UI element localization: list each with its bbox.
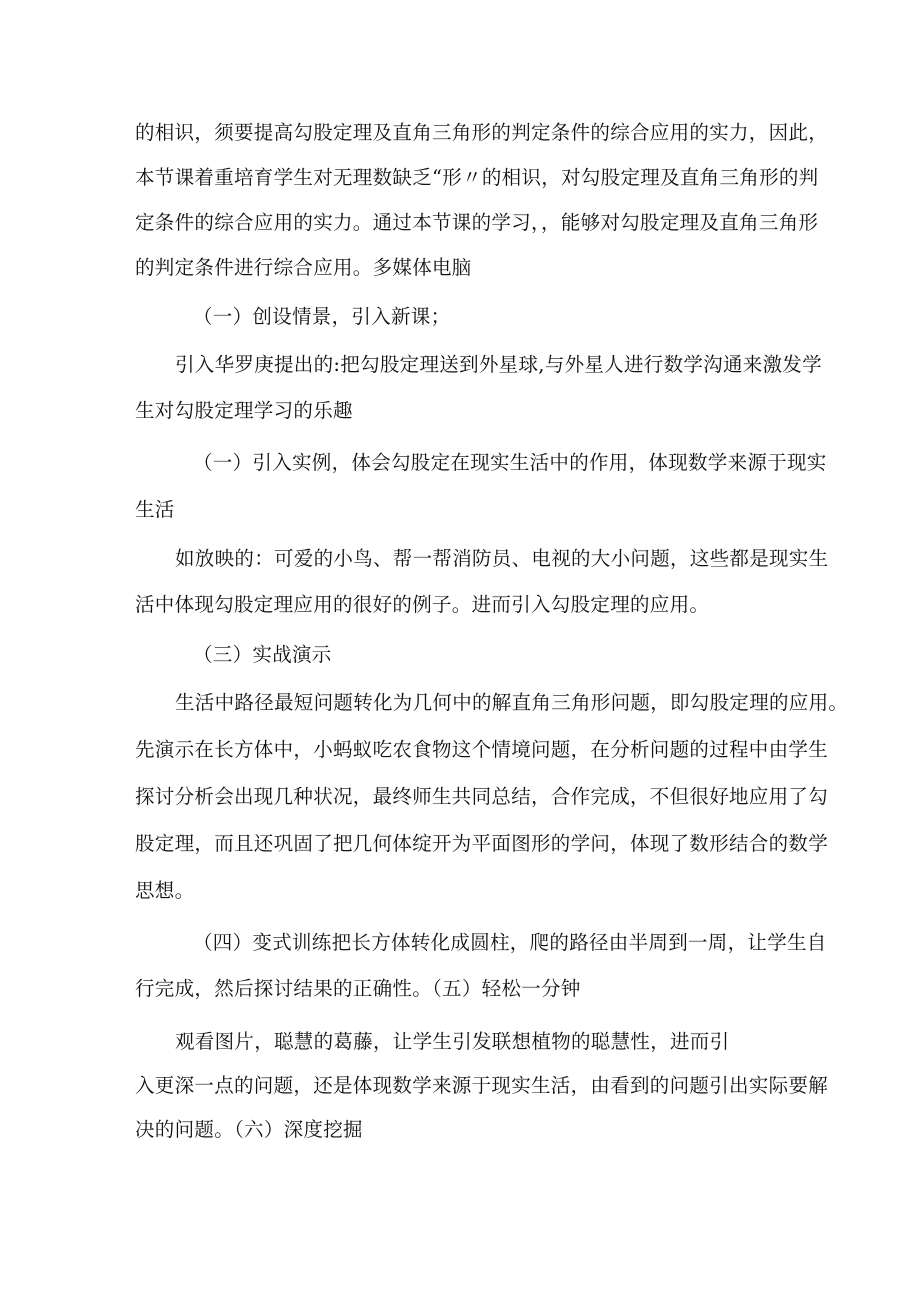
text-line: 的判定条件进行综合应用。多媒体电脑 [135,256,472,279]
text-line: 引入华罗庚提出的:把勾股定理送到外星球,与外星人进行数学沟通来激发学 [175,353,822,376]
text-line: 股定理，而且还巩固了把几何体绽开为平面图形的学问，体现了数形结合的数学 [135,832,829,855]
text-line: 思想。 [135,879,195,902]
text-line: 活中体现勾股定理应用的很好的例子。进而引入勾股定理的应用。 [135,593,710,616]
section-heading: （三）实战演示 [193,643,332,666]
text-line: 生活中路径最短问题转化为几何中的解直角三角形问题，即勾股定理的应用。 [175,691,849,714]
section-heading: （一）创设情景，引入新课； [193,305,451,328]
text-line: 本节课着重培育学生对无理数缺乏“形〃的相识，对勾股定理及直角三角形的判 [135,166,819,189]
text-line: 决的问题。（六）深度挖掘 [135,1118,363,1141]
text-line: 观看图片，聪慧的葛藤，让学生引发联想植物的聪慧性，进而引 [175,1030,730,1053]
text-line: 行完成，然后探讨结果的正确性。（五）轻松一分钟 [135,977,581,1000]
text-line: 探讨分析会出现几种状况，最终师生共同总结，合作完成，不但很好地应用了勾 [135,785,829,808]
text-line: 的相识，须要提高勾股定理及直角三角形的判定条件的综合应用的实力，因此， [135,121,829,144]
text-line: 定条件的综合应用的实力。通过本节课的学习，，能够对勾股定理及直角三角形 [135,211,819,234]
text-line: 入更深一点的问题，还是体现数学来源于现实生活，由看到的问题引出实际要解 [135,1074,829,1097]
section-heading: （一）引入实例，体会勾股定在现实生活中的作用，体现数学来源于现实 [193,451,827,474]
text-line: 生活 [135,498,175,521]
section-heading: （四）变式训练把长方体转化成圆柱，爬的路径由半周到一周，让学生自 [193,931,827,954]
text-line: 如放映的：可爱的小鸟、帮一帮消防员、电视的大小问题，这些都是现实生 [175,547,829,570]
text-line: 生对勾股定理学习的乐趣 [135,399,353,422]
text-line: 先演示在长方体中，小蚂蚁吃农食物这个情境问题，在分析问题的过程中由学生 [135,738,829,761]
